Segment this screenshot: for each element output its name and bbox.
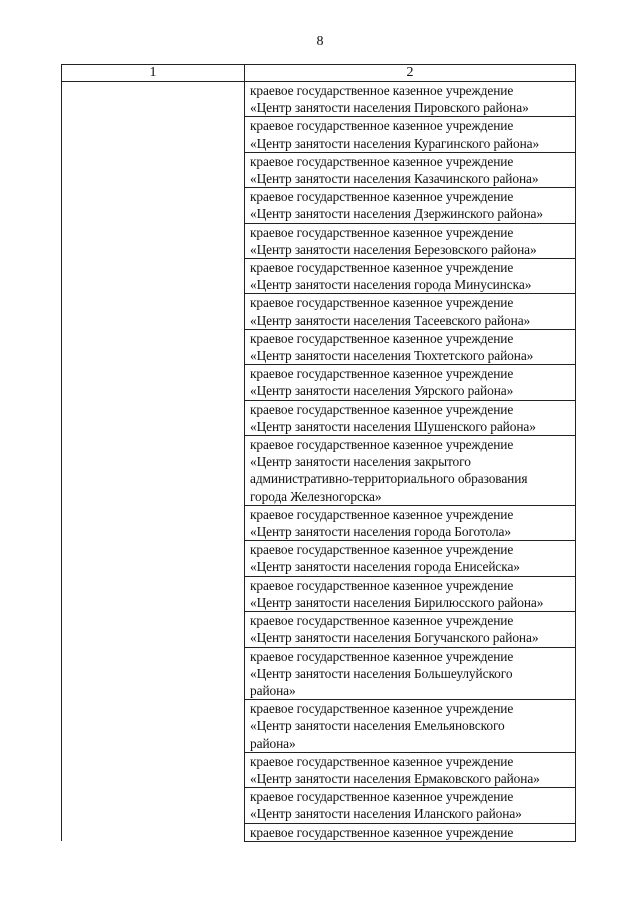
column-header-2: 2: [245, 65, 576, 82]
institution-entry: краевое государственное казенное учреждение «Центр занятости населения Тюхтетского района»: [245, 329, 576, 364]
institution-entry: краевое государственное казенное учреждение «Центр занятости населения Ермаковского района»: [245, 752, 576, 787]
column-header-1: 1: [62, 65, 245, 82]
institution-entry: краевое государственное казенное учреждение «Центр занятости населения Большеулуйского района»: [245, 647, 576, 700]
table-row: [62, 82, 576, 117]
column-1-cell: [62, 82, 245, 842]
institution-entry: краевое государственное казенное учреждение «Центр занятости населения Тасеевского района»: [245, 294, 576, 329]
institution-entry: краевое государственное казенное учреждение «Центр занятости населения города Боготола»: [245, 505, 576, 540]
institution-entry: краевое государственное казенное учреждение «Центр занятости населения Уярского района»: [245, 365, 576, 400]
institution-entry: краевое государственное казенное учреждение «Центр занятости населения Казачинского района»: [245, 152, 576, 187]
institution-entry: краевое государственное казенное учреждение «Центр занятости населения Шушенского района»: [245, 400, 576, 435]
institution-entry: краевое государственное казенное учреждение «Центр занятости населения города Минусинска»: [245, 259, 576, 294]
page-number: 8: [316, 34, 324, 49]
institution-entry: краевое государственное казенное учреждение «Центр занятости населения Бирилюсского района»: [245, 576, 576, 611]
institutions-table: [61, 64, 576, 842]
institution-entry: краевое государственное казенное учреждение «Центр занятости населения Пировского района»: [245, 82, 576, 117]
institution-entry: краевое государственное казенное учреждение: [245, 823, 576, 841]
institution-entry: краевое государственное казенное учреждение «Центр занятости населения Иланского района»: [245, 788, 576, 823]
table-body: [62, 82, 576, 842]
table-header-row: [62, 65, 576, 82]
institution-entry: краевое государственное казенное учреждение «Центр занятости населения города Енисейска»: [245, 541, 576, 576]
institution-entry: краевое государственное казенное учреждение «Центр занятости населения Дзержинского района»: [245, 188, 576, 223]
institution-entry: краевое государственное казенное учреждение «Центр занятости населения Богучанского района»: [245, 612, 576, 647]
institution-entry: краевое государственное казенное учреждение «Центр занятости населения закрытого административно-территориального образования города Железногорска»: [245, 436, 576, 506]
institution-entry: краевое государственное казенное учреждение «Центр занятости населения Емельяновского района»: [245, 700, 576, 753]
institution-entry: краевое государственное казенное учреждение «Центр занятости населения Курагинского района»: [245, 117, 576, 152]
institution-entry: краевое государственное казенное учреждение «Центр занятости населения Березовского района»: [245, 223, 576, 258]
